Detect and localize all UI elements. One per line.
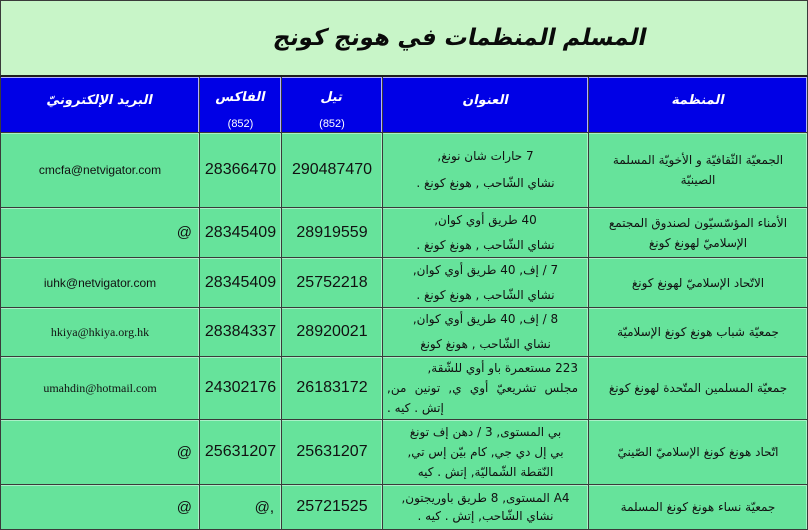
tel-number: 290487470 bbox=[291, 161, 373, 178]
email-cell bbox=[0, 485, 199, 530]
email-cell bbox=[0, 133, 199, 208]
organization-cell bbox=[588, 308, 808, 357]
organization-cell bbox=[588, 357, 808, 420]
fax-number: 28345409 bbox=[204, 223, 277, 241]
tel-cell bbox=[281, 208, 382, 258]
address-line: نشاي الشّاحب , هونغ كونغ . bbox=[416, 176, 555, 190]
address-line: إتش . كيه . bbox=[387, 401, 444, 415]
fax-cell bbox=[199, 357, 281, 420]
organization-line: الإسلاميّ لهونغ كونغ bbox=[648, 235, 748, 250]
fax-number: 28345409 bbox=[204, 273, 277, 291]
address-line: 7 حارات شان نونغ, bbox=[437, 149, 534, 163]
fax-cell bbox=[199, 208, 281, 258]
organization-cell bbox=[588, 258, 808, 308]
tel-cell bbox=[281, 308, 382, 357]
tel-cell bbox=[281, 485, 382, 530]
email-address: umahdin@hotmail.com bbox=[43, 380, 157, 395]
organizations-table bbox=[0, 77, 808, 530]
address-cell bbox=[382, 308, 588, 357]
organization-cell bbox=[588, 485, 808, 530]
email-address: @ bbox=[176, 498, 192, 516]
fax-cell bbox=[199, 258, 281, 308]
email-address: cmcfa@netvigator.com bbox=[38, 163, 162, 177]
tel-cell bbox=[281, 357, 382, 420]
tel-number: 25631207 bbox=[296, 443, 368, 460]
header-fax-code: (852) bbox=[227, 118, 254, 130]
address-line: نشاي الشّاحب, إتش . كيه . bbox=[417, 509, 554, 523]
tel-cell bbox=[281, 133, 382, 208]
header-email bbox=[0, 77, 199, 133]
header-organization bbox=[588, 77, 808, 133]
fax-cell bbox=[199, 308, 281, 357]
organization-line: الاتّحاد الإسلاميّ لهونغ كونغ bbox=[631, 275, 765, 290]
tel-cell bbox=[281, 420, 382, 485]
address-line: بي إل دي جي, كام بيّن إس تي, bbox=[407, 445, 564, 459]
address-line: A4 المستوى, 8 طريق باوريجتون, bbox=[401, 491, 570, 505]
header-tel-code: (852) bbox=[319, 118, 345, 130]
address-line: 8 / إف, 40 طريق أوي كوان, bbox=[412, 312, 559, 326]
address-line: نشاي الشّاحب , هونغ كونغ bbox=[420, 337, 551, 351]
address-line: 223 مستعمرة باو أوي للشّقة, bbox=[427, 361, 578, 375]
page-title: المسلم المنظمات في هونج كونج bbox=[270, 25, 650, 51]
address-line: بي المستوى, 3 / دهن إف تونغ bbox=[409, 425, 562, 439]
address-line: مجلس تشريعيّ أوي ي, تونين من, bbox=[387, 381, 578, 395]
organization-cell bbox=[588, 133, 808, 208]
organization-line: الصينيّة bbox=[680, 173, 716, 187]
fax-number: 25631207 bbox=[204, 443, 277, 460]
organization-line: جمعيّة نساء هونغ كونغ المسلمة bbox=[620, 500, 776, 514]
fax-cell bbox=[199, 133, 281, 208]
email-address: iuhk@netvigator.com bbox=[43, 275, 157, 290]
header-address-label: العنوان bbox=[461, 93, 510, 108]
header-organization-label: المنظمة bbox=[670, 93, 726, 108]
email-cell bbox=[0, 308, 199, 357]
header-tel bbox=[281, 77, 382, 133]
header-email-label: البريد الإلكترونيّ bbox=[45, 93, 155, 108]
tel-cell bbox=[281, 258, 382, 308]
email-cell bbox=[0, 420, 199, 485]
tel-number: 25752218 bbox=[296, 273, 368, 291]
header-fax-label: الفاكس bbox=[214, 90, 267, 105]
fax-number: 28366470 bbox=[204, 161, 277, 178]
address-line: 7 / إف, 40 طريق أوي كوان, bbox=[412, 262, 559, 277]
fax-number: @, bbox=[254, 498, 274, 516]
address-cell bbox=[382, 485, 588, 530]
organization-cell bbox=[588, 420, 808, 485]
address-cell bbox=[382, 133, 588, 208]
fax-cell bbox=[199, 485, 281, 530]
address-line: نشاي الشّاحب , هونغ كونغ . bbox=[416, 237, 555, 252]
fax-number: 24302176 bbox=[204, 379, 277, 396]
tel-number: 28919559 bbox=[296, 223, 368, 241]
organization-cell bbox=[588, 208, 808, 258]
email-cell bbox=[0, 208, 199, 258]
address-cell bbox=[382, 208, 588, 258]
address-line: نشاي الشّاحب , هونغ كونغ . bbox=[416, 287, 555, 302]
email-cell bbox=[0, 357, 199, 420]
header-address bbox=[382, 77, 588, 133]
tel-number: 26183172 bbox=[296, 379, 368, 396]
email-cell bbox=[0, 258, 199, 308]
address-cell bbox=[382, 420, 588, 485]
fax-number: 28384337 bbox=[204, 323, 277, 340]
organization-line: جمعيّة شباب هونغ كونغ الإسلاميّة bbox=[617, 325, 779, 339]
address-cell bbox=[382, 258, 588, 308]
header-fax bbox=[199, 77, 281, 133]
email-address: @ bbox=[176, 224, 192, 241]
address-line: 40 طريق أوي كوان, bbox=[434, 212, 537, 227]
address-cell bbox=[382, 357, 588, 420]
organization-line: الجمعيّة الثّقافيّة و الأخويّة المسلمة bbox=[612, 153, 784, 167]
tel-number: 28920021 bbox=[296, 323, 368, 340]
tel-number: 25721525 bbox=[296, 498, 368, 515]
organization-line: جمعيّة المسلمين المتّحدة لهونغ كونغ bbox=[608, 381, 788, 395]
email-address: hkiya@hkiya.org.hk bbox=[50, 324, 150, 339]
title-bar bbox=[0, 0, 808, 77]
address-line: النّقطة الشّماليّة, إتش . كيه bbox=[417, 465, 554, 479]
header-tel-label: تيل bbox=[319, 90, 345, 105]
fax-cell bbox=[199, 420, 281, 485]
organization-line: اتّحاد هونغ كونغ الإسلاميّ الصّينيّ bbox=[617, 445, 779, 459]
email-address: @ bbox=[176, 443, 192, 461]
organization-line: الأمناء المؤسّسيّون لصندوق المجتمع bbox=[608, 215, 788, 230]
